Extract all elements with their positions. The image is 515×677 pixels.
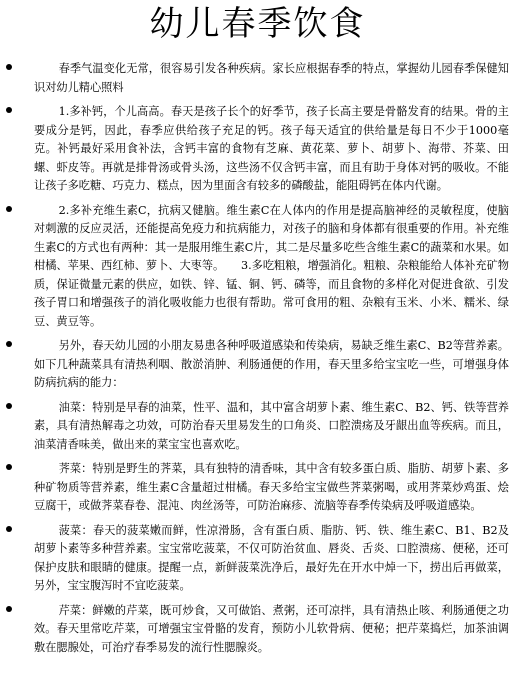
bullet-icon bbox=[6, 606, 12, 612]
paragraph-text: 荠菜：特别是野生的荠菜，具有独特的清香味，其中含有较多蛋白质、脂肪、胡萝卜素、多种矿物质等营养素，维生素C含量超过柑橘。春天多给宝宝做些荠菜粥喝，或用荠菜炒鸡蛋、烩豆腐干，或做荠菜春卷、混沌、肉丝汤等，可防治麻疹、流脑等春季传染病及呼吸道感染。 bbox=[34, 462, 509, 512]
bullet-icon bbox=[6, 464, 12, 470]
bullet-icon bbox=[6, 403, 12, 409]
page-title: 幼儿春季饮食 bbox=[149, 4, 366, 44]
paragraph-spinach bbox=[0, 522, 515, 596]
paragraph-text: 春季气温变化无常，很容易引发各种疾病。家长应根据春季的特点，掌握幼儿园春季保健知识对幼儿精心照料 bbox=[34, 62, 509, 94]
paragraph-calcium bbox=[0, 103, 515, 196]
paragraph-text: 菠菜：春天的菠菜嫩而鲜，性凉滑肠，含有蛋白质、脂肪、钙、铁、维生素C、B1、B2及胡萝卜素等多种营养素。宝宝常吃菠菜，不仅可防治贫血、唇炎、舌炎、口腔溃疡、便秘，还可保护皮肤和眼睛的健康。提醒一点，新鲜菠菜洗净后，最好先在开水中焯一下，捞出后再做菜，另外，宝宝腹泻时不宜吃菠菜。 bbox=[34, 523, 509, 592]
paragraph-text: 2.多补充维生素C，抗病又健脑。维生素C在人体内的作用是提高脑神经的灵敏程度，使脑对刺激的反应灵活，还能提高免疫力和抗病能力，对孩子的脑和身体都有很重要的作用。补充维生素C的方式也有两种：其一是服用维生素C片，其二是尽量多吃些含维生素C的蔬菜和水果。如柑橘、苹果、西红柿、萝卜、大枣等。 3.多吃粗粮，增强消化。粗粮、杂粮能给人体补充矿物质，保证微量元素的供应，如铁、锌、锰、铜、钙、磷等，而且食物的多样化对促进食欲、引发孩子胃口和增强孩子的消化吸收能力也很有帮助。常可食用的粗、杂粮有玉米、小米、糯米、绿豆、黄豆等。 bbox=[34, 203, 509, 328]
paragraph-text: 芹菜：鲜嫩的芹菜，既可炒食，又可做馅、煮粥，还可凉拌，具有清热止咳、利肠通便之功效。春天里常吃芹菜，可增强宝宝骨骼的发育，预防小儿软骨病、便秘；把芹菜捣烂，加茶油调敷在腮腺处，可治疗春季易发的流行性腮腺炎。 bbox=[34, 603, 509, 654]
bullet-icon bbox=[6, 526, 12, 532]
bullet-icon bbox=[6, 107, 12, 113]
article-body bbox=[0, 60, 515, 657]
paragraph-text: 另外，春天幼儿园的小朋友易患各种呼吸道感染和传染病，易缺乏维生素C、B2等营养素。如下几种蔬菜具有清热利咽、散淤消肿、利肠通便的作用，春天里多给宝宝吃一些，可增强身体防病抗病的能力： bbox=[34, 339, 509, 389]
paragraph-celery bbox=[0, 602, 515, 658]
paragraph-shepherds-purse bbox=[0, 460, 515, 516]
bullet-icon bbox=[6, 341, 12, 347]
paragraph-text: 1.多补钙，个儿高高。春天是孩子长个的好季节，孩子长高主要是骨骼发育的结果。骨的主要成分是钙，因此，春季应供给孩子充足的钙。孩子每天适宜的供给量是每日不少于1000毫克。补钙最好采用食补法，含钙丰富的食物有芝麻、黄花菜、萝卜、胡萝卜、海带、芥菜、田螺、虾皮等。再就是排骨汤或骨头汤，这些汤不仅含钙丰富，而且有助于身体对钙的吸收。不能让孩子多吃糖、巧克力、糕点，因为里面含有较多的磷酸盐，能阻碍钙在体内代谢。 bbox=[34, 105, 509, 192]
paragraph-text: 油菜：特别是早春的油菜，性平、温和，其中富含胡萝卜素、维生素C、B2、钙、铁等营养素，具有清热解毒之功效，可防治春天里易发生的口角炎、口腔溃疡及牙龈出血等疾病。而且，油菜清香味美，做出来的菜宝宝也喜欢吃。 bbox=[34, 400, 509, 451]
paragraph-vitamin-c bbox=[0, 202, 515, 332]
bullet-icon bbox=[6, 64, 12, 70]
paragraph-vegetables-intro bbox=[0, 337, 515, 393]
paragraph-rapeseed bbox=[0, 399, 515, 455]
paragraph-intro bbox=[0, 60, 515, 97]
bullet-icon bbox=[6, 206, 12, 212]
